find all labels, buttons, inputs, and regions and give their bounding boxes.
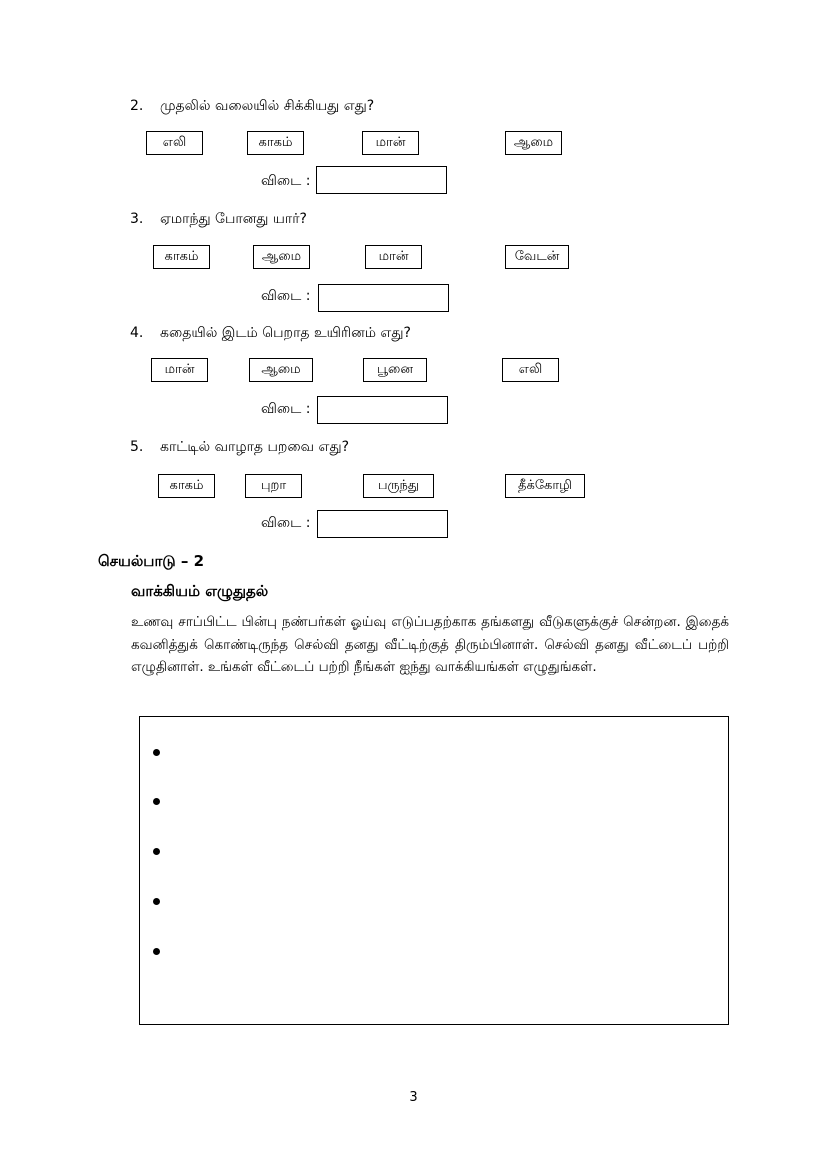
page-number: 3 (409, 1090, 418, 1105)
bullet-point (153, 749, 160, 756)
option-box[interactable]: காகம் (158, 474, 215, 498)
option-box[interactable]: வேடன் (505, 245, 569, 269)
option-box[interactable]: எலி (502, 358, 559, 382)
bullet-point (153, 898, 160, 905)
option-box[interactable]: ஆமை (505, 131, 562, 155)
option-box[interactable]: புறா (245, 474, 302, 498)
answer-label: விடை : (261, 401, 311, 417)
option-box[interactable]: மான் (151, 358, 208, 382)
answer-label: விடை : (261, 515, 311, 531)
answer-box[interactable] (317, 510, 448, 538)
option-box[interactable]: காகம் (153, 245, 210, 269)
answer-box[interactable] (317, 396, 448, 424)
bullet-point (153, 848, 160, 855)
bullet-point (153, 798, 160, 805)
option-box[interactable]: காகம் (247, 131, 304, 155)
answer-label: விடை : (261, 288, 311, 304)
activity-title: செயல்பாடு – 2 (98, 552, 205, 570)
question-number: 5. (130, 439, 144, 455)
option-box[interactable]: தீக்கோழி (505, 474, 585, 498)
question-text: ஏமாந்து போனது யார்? (160, 211, 307, 227)
answer-box[interactable] (316, 166, 447, 194)
option-box[interactable]: ஆமை (253, 245, 310, 269)
option-box[interactable]: மான் (362, 131, 419, 155)
option-box[interactable]: எலி (146, 131, 203, 155)
question-number: 3. (130, 211, 144, 227)
option-box[interactable]: மான் (365, 245, 422, 269)
question-number: 4. (130, 325, 144, 341)
question-number: 2. (130, 98, 144, 114)
answer-box[interactable] (318, 284, 449, 312)
option-box[interactable]: பருந்து (363, 474, 434, 498)
question-text: காட்டில் வாழாத பறவை எது? (160, 439, 350, 455)
activity-instruction: உணவு சாப்பிட்ட பின்பு நண்பர்கள் ஓய்வு எடுப்பதற்காக தங்களது வீடுகளுக்குச் சென்றன. இதைக் கவனித்துக் கொண்டிருந்த செல்வி தனது வீட்டிற்குத் திரும்பினாள். செல்வி தனது வீட்டைப் பற்றி எழுதினாள். உங்கள் வீட்டைப் பற்றி நீங்கள் ஐந்து வாக்கியங்கள் எழுதுங்கள். (131, 614, 729, 675)
question-text: முதலில் வலையில் சிக்கியது எது? (160, 98, 375, 114)
activity-subtitle: வாக்கியம் எழுதுதல் (131, 582, 269, 600)
option-box[interactable]: பூனை (363, 358, 427, 382)
answer-label: விடை : (261, 173, 311, 189)
writing-box[interactable] (139, 716, 729, 1025)
question-text: கதையில் இடம் பெறாத உயிரினம் எது? (160, 325, 411, 341)
option-box[interactable]: ஆமை (249, 358, 313, 382)
bullet-point (153, 948, 160, 955)
